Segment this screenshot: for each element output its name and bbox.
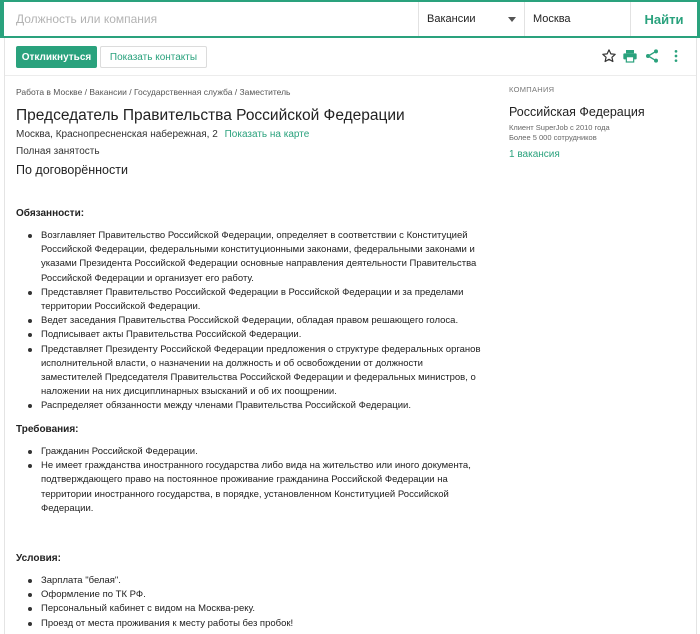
show-contacts-button[interactable]: Показать контакты bbox=[100, 46, 207, 68]
conditions-section bbox=[16, 553, 486, 631]
more-icon[interactable] bbox=[668, 48, 684, 64]
show-on-map-link[interactable]: Показать на карте bbox=[224, 129, 310, 140]
chevron-down-icon bbox=[508, 17, 516, 22]
company-name-link[interactable]: Российская Федерация bbox=[509, 105, 645, 119]
company-meta bbox=[509, 123, 689, 143]
find-button[interactable]: Найти bbox=[631, 2, 697, 36]
city-value: Москва bbox=[533, 13, 571, 25]
top-search-bar bbox=[0, 0, 700, 38]
city-field[interactable] bbox=[525, 2, 631, 36]
vacancy-title: Председатель Правительства Российской Федерации bbox=[16, 107, 405, 124]
list-item: Гражданин Российской Федерации. bbox=[16, 445, 486, 459]
list-item: Ведет заседания Правительства Российской Федерации, обладая правом решающего голоса. bbox=[16, 314, 486, 328]
list-item: Оформление по ТК РФ. bbox=[16, 588, 486, 602]
duties-section bbox=[16, 208, 486, 414]
apply-button[interactable]: Откликнуться bbox=[16, 46, 97, 68]
conditions-list bbox=[16, 574, 486, 631]
list-item: Зарплата "белая". bbox=[16, 574, 486, 588]
requirements-title: Требования: bbox=[16, 424, 79, 435]
address-text: Москва, Краснопресненская набережная, 2 bbox=[16, 129, 218, 140]
employment-type: Полная занятость bbox=[16, 146, 100, 157]
search-input[interactable] bbox=[4, 2, 419, 36]
category-select-value: Вакансии bbox=[427, 13, 476, 25]
list-item: Не имеет гражданства иностранного государства либо вида на жительство или иного документа, подтверждающего право на постоянное проживание гражданина Российской Федерации на территории иностранного государства, в порядке, установленном Конституцией Российской Федерации. bbox=[16, 459, 486, 516]
list-item: Проезд от места проживания к месту работы без пробок! bbox=[16, 617, 486, 631]
print-icon[interactable] bbox=[622, 48, 638, 64]
breadcrumb[interactable]: Работа в Москве / Вакансии / Государственная служба / Заместитель bbox=[16, 87, 291, 97]
star-icon[interactable] bbox=[601, 48, 617, 64]
action-bar bbox=[5, 38, 696, 76]
duties-title: Обязанности: bbox=[16, 208, 85, 219]
list-item: Персональный кабинет с видом на Москва-реку. bbox=[16, 602, 486, 616]
list-item: Подписывает акты Правительства Российской Федерации. bbox=[16, 328, 486, 342]
search-box bbox=[4, 2, 697, 36]
category-select[interactable] bbox=[419, 2, 525, 36]
share-icon[interactable] bbox=[644, 48, 660, 64]
duties-list bbox=[16, 229, 486, 414]
list-item: Представляет Президенту Российской Федерации предложения о структуре федеральных органов исполнительной власти, о назначении на должность и об освобождении от должности заместителей Председателя Правительства Российской Федерации и федеральных министров, о наложении на них дисциплинарных взысканий и об их поощрении. bbox=[16, 343, 486, 400]
vacancy-card bbox=[4, 38, 697, 634]
company-employees: Более 5 000 сотрудников bbox=[509, 133, 597, 142]
company-panel bbox=[509, 85, 689, 160]
vacancy-address bbox=[16, 129, 309, 140]
company-vacancies-link[interactable]: 1 вакансия bbox=[509, 149, 560, 160]
company-client-since: Клиент SuperJob с 2010 года bbox=[509, 123, 610, 132]
salary: По договорённости bbox=[16, 163, 128, 177]
requirements-list bbox=[16, 445, 486, 516]
list-item: Представляет Правительство Российской Федерации в Российской Федерации и за пределами территории Российской Федерации. bbox=[16, 286, 486, 314]
list-item: Распределяет обязанности между членами Правительства Российской Федерации. bbox=[16, 399, 486, 413]
conditions-title: Условия: bbox=[16, 553, 61, 564]
requirements-section bbox=[16, 424, 486, 516]
company-caption: КОМПАНИЯ bbox=[509, 85, 555, 94]
list-item: Возглавляет Правительство Российской Федерации, определяет в соответствии с Конституцией Российской Федерации, федеральными конституционными законами, федеральными законами и указами Президента Российской Федерации основные направления деятельности Правительства Российской Федерации и организует его работу. bbox=[16, 229, 486, 286]
